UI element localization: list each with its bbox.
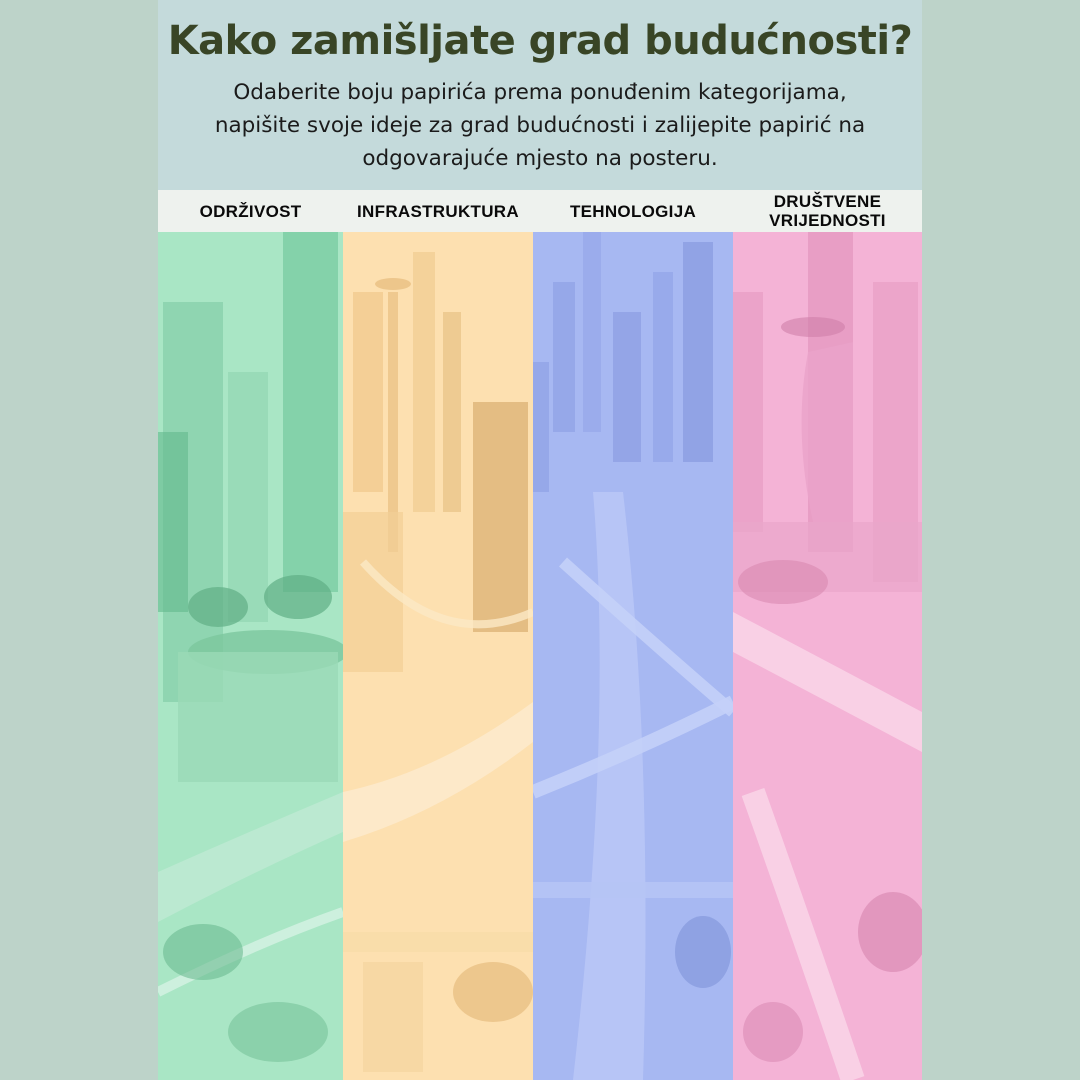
- instruction-line: Odaberite boju papirića prema ponuđenim kategorijama,: [233, 80, 847, 105]
- category-label-bar: [158, 190, 922, 232]
- instruction-line: odgovarajuće mjesto na posteru.: [362, 146, 718, 171]
- poster-instructions: [170, 76, 910, 175]
- poster-title: Kako zamišljate grad budućnosti?: [167, 18, 913, 64]
- poster: [158, 0, 922, 1080]
- instruction-line: napišite svoje ideje za grad budućnosti i zalijepite papirić na: [214, 113, 866, 138]
- column-infrastruktura: [343, 232, 533, 1080]
- poster-header: [158, 0, 922, 190]
- column-tehnologija: [533, 232, 733, 1080]
- category-label-drustvene-vrijednosti: DRUŠTVENE VRIJEDNOSTI: [769, 192, 886, 230]
- category-columns: [158, 232, 922, 1080]
- category-label-infrastruktura: INFRASTRUKTURA: [357, 201, 519, 221]
- column-drustvene-vrijednosti: [733, 232, 922, 1080]
- city-illustration-blue: [533, 232, 733, 1080]
- category-label-tehnologija: TEHNOLOGIJA: [569, 201, 697, 221]
- city-illustration-green: [158, 232, 343, 1080]
- column-odrzivost: [158, 232, 343, 1080]
- category-label-odrzivost: ODRŽIVOST: [199, 201, 302, 221]
- city-illustration-orange: [343, 232, 533, 1080]
- city-illustration-pink: [733, 232, 922, 1080]
